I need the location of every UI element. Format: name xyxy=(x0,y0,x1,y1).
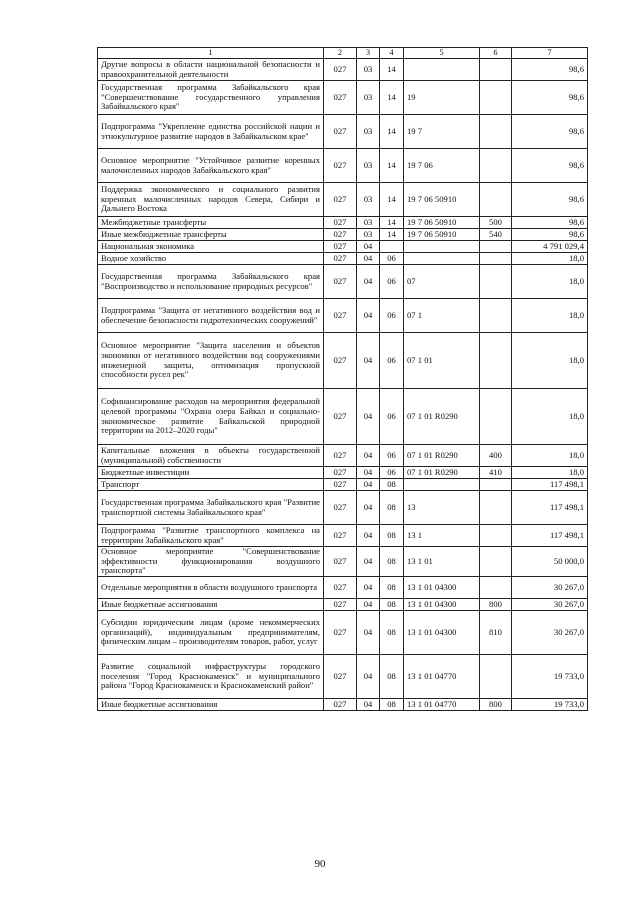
table-row xyxy=(98,467,588,479)
row-name-cell: Основное мероприятие "Защита населения и объектов экономики от негативного воздействия вод сооружениями инженерной защиты, оптимизация пропускной способности русел рек" xyxy=(98,333,324,389)
expense-type-cell xyxy=(480,59,512,81)
table-row xyxy=(98,547,588,577)
target-article-cell: 07 1 01 R0290 xyxy=(404,467,480,479)
expense-type-cell xyxy=(480,577,512,599)
ved-cell: 027 xyxy=(324,445,357,467)
section-cell: 03 xyxy=(357,115,380,149)
ved-cell: 027 xyxy=(324,241,357,253)
table-row xyxy=(98,599,588,611)
section-cell: 03 xyxy=(357,59,380,81)
amount-cell: 30 267,0 xyxy=(512,577,588,599)
target-article-cell: 13 1 01 04770 xyxy=(404,699,480,711)
amount-cell: 98,6 xyxy=(512,229,588,241)
subsection-cell: 08 xyxy=(380,699,404,711)
expense-type-cell xyxy=(480,149,512,183)
amount-cell: 98,6 xyxy=(512,115,588,149)
row-name-cell: Государственная программа Забайкальского края "Воспроизводство и использование природных ресурсов" xyxy=(98,265,324,299)
expense-type-cell xyxy=(480,547,512,577)
expense-type-cell xyxy=(480,491,512,525)
subsection-cell: 08 xyxy=(380,611,404,655)
expense-type-cell: 400 xyxy=(480,445,512,467)
section-cell: 03 xyxy=(357,217,380,229)
ved-cell: 027 xyxy=(324,299,357,333)
table-row xyxy=(98,491,588,525)
amount-cell: 98,6 xyxy=(512,183,588,217)
ved-cell: 027 xyxy=(324,265,357,299)
amount-cell: 98,6 xyxy=(512,81,588,115)
table-row xyxy=(98,389,588,445)
section-cell: 04 xyxy=(357,577,380,599)
amount-cell: 30 267,0 xyxy=(512,599,588,611)
ved-cell: 027 xyxy=(324,115,357,149)
expense-type-cell xyxy=(480,81,512,115)
amount-cell: 117 498,1 xyxy=(512,525,588,547)
amount-cell: 98,6 xyxy=(512,59,588,81)
ved-cell: 027 xyxy=(324,611,357,655)
subsection-cell: 06 xyxy=(380,265,404,299)
section-cell: 04 xyxy=(357,655,380,699)
subsection-cell: 08 xyxy=(380,479,404,491)
ved-cell: 027 xyxy=(324,253,357,265)
ved-cell: 027 xyxy=(324,59,357,81)
target-article-cell: 19 7 06 50910 xyxy=(404,183,480,217)
subsection-cell: 06 xyxy=(380,333,404,389)
amount-cell: 4 791 029,4 xyxy=(512,241,588,253)
amount-cell: 50 000,0 xyxy=(512,547,588,577)
section-cell: 04 xyxy=(357,699,380,711)
section-cell: 04 xyxy=(357,241,380,253)
subsection-cell xyxy=(380,241,404,253)
expense-type-cell xyxy=(480,479,512,491)
section-cell: 04 xyxy=(357,389,380,445)
section-cell: 04 xyxy=(357,299,380,333)
target-article-cell: 07 1 01 R0290 xyxy=(404,445,480,467)
expense-type-cell xyxy=(480,655,512,699)
subsection-cell: 08 xyxy=(380,491,404,525)
target-article-cell: 07 1 xyxy=(404,299,480,333)
subsection-cell: 06 xyxy=(380,299,404,333)
section-cell: 03 xyxy=(357,183,380,217)
table-row xyxy=(98,217,588,229)
subsection-cell: 14 xyxy=(380,217,404,229)
header-cell: 5 xyxy=(404,48,480,59)
section-cell: 03 xyxy=(357,229,380,241)
header-cell: 1 xyxy=(98,48,324,59)
row-name-cell: Развитие социальной инфраструктуры городского поселения "Город Краснокаменск" и муниципального района "Город Краснокаменск и Краснокаменский район" xyxy=(98,655,324,699)
expense-type-cell xyxy=(480,183,512,217)
amount-cell: 18,0 xyxy=(512,445,588,467)
target-article-cell: 19 xyxy=(404,81,480,115)
expense-type-cell: 800 xyxy=(480,599,512,611)
target-article-cell: 13 1 xyxy=(404,525,480,547)
section-cell: 04 xyxy=(357,265,380,299)
section-cell: 04 xyxy=(357,445,380,467)
row-name-cell: Межбюджетные трансферты xyxy=(98,217,324,229)
section-cell: 04 xyxy=(357,333,380,389)
table-row xyxy=(98,253,588,265)
target-article-cell: 07 1 01 R0290 xyxy=(404,389,480,445)
table-header-row xyxy=(98,48,588,59)
ved-cell: 027 xyxy=(324,333,357,389)
table-row xyxy=(98,241,588,253)
header-cell: 3 xyxy=(357,48,380,59)
target-article-cell: 13 1 01 04770 xyxy=(404,655,480,699)
row-name-cell: Основное мероприятие "Устойчивое развитие коренных малочисленных народов Забайкальского края" xyxy=(98,149,324,183)
amount-cell: 30 267,0 xyxy=(512,611,588,655)
target-article-cell: 19 7 06 xyxy=(404,149,480,183)
row-name-cell: Иные бюджетные ассигнования xyxy=(98,699,324,711)
table-row xyxy=(98,525,588,547)
section-cell: 03 xyxy=(357,149,380,183)
table-row xyxy=(98,59,588,81)
section-cell: 04 xyxy=(357,491,380,525)
ved-cell: 027 xyxy=(324,577,357,599)
target-article-cell: 07 xyxy=(404,265,480,299)
table-row xyxy=(98,699,588,711)
row-name-cell: Национальная экономика xyxy=(98,241,324,253)
amount-cell: 18,0 xyxy=(512,389,588,445)
table-row xyxy=(98,655,588,699)
target-article-cell: 19 7 06 50910 xyxy=(404,217,480,229)
target-article-cell: 13 1 01 04300 xyxy=(404,577,480,599)
table-row xyxy=(98,611,588,655)
target-article-cell xyxy=(404,479,480,491)
ved-cell: 027 xyxy=(324,479,357,491)
ved-cell: 027 xyxy=(324,547,357,577)
row-name-cell: Другие вопросы в области национальной безопасности и правоохранительной деятельности xyxy=(98,59,324,81)
section-cell: 04 xyxy=(357,253,380,265)
target-article-cell: 13 1 01 xyxy=(404,547,480,577)
subsection-cell: 08 xyxy=(380,525,404,547)
ved-cell: 027 xyxy=(324,655,357,699)
row-name-cell: Бюджетные инвестиции xyxy=(98,467,324,479)
amount-cell: 18,0 xyxy=(512,467,588,479)
target-article-cell: 19 7 xyxy=(404,115,480,149)
page-number: 90 xyxy=(314,858,326,870)
subsection-cell: 06 xyxy=(380,389,404,445)
header-cell: 4 xyxy=(380,48,404,59)
table-row xyxy=(98,149,588,183)
amount-cell: 19 733,0 xyxy=(512,699,588,711)
header-cell: 2 xyxy=(324,48,357,59)
row-name-cell: Государственная программа Забайкальского края "Развитие транспортной системы Забайкальского края" xyxy=(98,491,324,525)
target-article-cell xyxy=(404,253,480,265)
header-cell: 7 xyxy=(512,48,588,59)
expense-type-cell xyxy=(480,525,512,547)
amount-cell: 117 498,1 xyxy=(512,491,588,525)
ved-cell: 027 xyxy=(324,183,357,217)
subsection-cell: 14 xyxy=(380,115,404,149)
target-article-cell xyxy=(404,59,480,81)
table-row xyxy=(98,333,588,389)
ved-cell: 027 xyxy=(324,81,357,115)
section-cell: 04 xyxy=(357,467,380,479)
amount-cell: 18,0 xyxy=(512,333,588,389)
section-cell: 04 xyxy=(357,611,380,655)
subsection-cell: 08 xyxy=(380,599,404,611)
subsection-cell: 08 xyxy=(380,577,404,599)
subsection-cell: 08 xyxy=(380,547,404,577)
table-row xyxy=(98,229,588,241)
expense-type-cell: 810 xyxy=(480,611,512,655)
table-row xyxy=(98,445,588,467)
subsection-cell: 08 xyxy=(380,655,404,699)
expense-type-cell xyxy=(480,115,512,149)
amount-cell: 18,0 xyxy=(512,265,588,299)
row-name-cell: Государственная программа Забайкальского края "Совершенствование государственного управления Забайкальского края" xyxy=(98,81,324,115)
row-name-cell: Основное мероприятие "Совершенствование эффективности функционирования воздушного транспорта" xyxy=(98,547,324,577)
header-cell: 6 xyxy=(480,48,512,59)
amount-cell: 98,6 xyxy=(512,149,588,183)
ved-cell: 027 xyxy=(324,699,357,711)
target-article-cell: 19 7 06 50910 xyxy=(404,229,480,241)
ved-cell: 027 xyxy=(324,149,357,183)
ved-cell: 027 xyxy=(324,229,357,241)
expense-type-cell xyxy=(480,241,512,253)
expense-type-cell: 800 xyxy=(480,699,512,711)
table-row xyxy=(98,479,588,491)
ved-cell: 027 xyxy=(324,467,357,479)
row-name-cell: Подпрограмма "Укрепление единства российской нации и этнокультурное развитие народов в Забайкальском крае" xyxy=(98,115,324,149)
expense-type-cell xyxy=(480,265,512,299)
subsection-cell: 06 xyxy=(380,253,404,265)
amount-cell: 18,0 xyxy=(512,253,588,265)
row-name-cell: Отдельные мероприятия в области воздушного транспорта xyxy=(98,577,324,599)
table-row xyxy=(98,299,588,333)
ved-cell: 027 xyxy=(324,525,357,547)
section-cell: 04 xyxy=(357,547,380,577)
row-name-cell: Иные межбюджетные трансферты xyxy=(98,229,324,241)
row-name-cell: Водное хозяйство xyxy=(98,253,324,265)
subsection-cell: 14 xyxy=(380,81,404,115)
row-name-cell: Подпрограмма "Защита от негативного воздействия вод и обеспечение безопасности гидротехнических сооружений" xyxy=(98,299,324,333)
row-name-cell: Софинансирование расходов на мероприятия федеральной целевой программы "Охрана озера Байкал и социально-экономическое развитие Байкальской природной территории на 2012–2020 годы" xyxy=(98,389,324,445)
subsection-cell: 14 xyxy=(380,183,404,217)
budget-table xyxy=(97,47,588,711)
expense-type-cell xyxy=(480,389,512,445)
amount-cell: 19 733,0 xyxy=(512,655,588,699)
subsection-cell: 06 xyxy=(380,445,404,467)
target-article-cell: 13 1 01 04300 xyxy=(404,611,480,655)
section-cell: 04 xyxy=(357,599,380,611)
target-article-cell: 13 1 01 04300 xyxy=(404,599,480,611)
table-row xyxy=(98,577,588,599)
table-row xyxy=(98,81,588,115)
amount-cell: 18,0 xyxy=(512,299,588,333)
amount-cell: 98,6 xyxy=(512,217,588,229)
expense-type-cell: 410 xyxy=(480,467,512,479)
row-name-cell: Капитальные вложения в объекты государственной (муниципальной) собственности xyxy=(98,445,324,467)
target-article-cell xyxy=(404,241,480,253)
ved-cell: 027 xyxy=(324,389,357,445)
ved-cell: 027 xyxy=(324,599,357,611)
row-name-cell: Иные бюджетные ассигнования xyxy=(98,599,324,611)
expense-type-cell xyxy=(480,299,512,333)
expense-type-cell: 540 xyxy=(480,229,512,241)
ved-cell: 027 xyxy=(324,217,357,229)
subsection-cell: 14 xyxy=(380,59,404,81)
target-article-cell: 07 1 01 xyxy=(404,333,480,389)
table-row xyxy=(98,183,588,217)
section-cell: 04 xyxy=(357,479,380,491)
expense-type-cell xyxy=(480,253,512,265)
target-article-cell: 13 xyxy=(404,491,480,525)
section-cell: 04 xyxy=(357,525,380,547)
subsection-cell: 06 xyxy=(380,467,404,479)
row-name-cell: Транспорт xyxy=(98,479,324,491)
expense-type-cell xyxy=(480,333,512,389)
section-cell: 03 xyxy=(357,81,380,115)
amount-cell: 117 498,1 xyxy=(512,479,588,491)
table-row xyxy=(98,265,588,299)
subsection-cell: 14 xyxy=(380,149,404,183)
expense-type-cell: 500 xyxy=(480,217,512,229)
table-row xyxy=(98,115,588,149)
row-name-cell: Субсидии юридическим лицам (кроме некоммерческих организаций), индивидуальным предпринимателям, физическим лицам – производителям товаров, работ, услуг xyxy=(98,611,324,655)
row-name-cell: Подпрограмма "Развитие транспортного комплекса на территории Забайкальского края" xyxy=(98,525,324,547)
row-name-cell: Поддержка экономического и социального развития коренных малочисленных народов Севера, Сибири и Дальнего Востока xyxy=(98,183,324,217)
subsection-cell: 14 xyxy=(380,229,404,241)
ved-cell: 027 xyxy=(324,491,357,525)
